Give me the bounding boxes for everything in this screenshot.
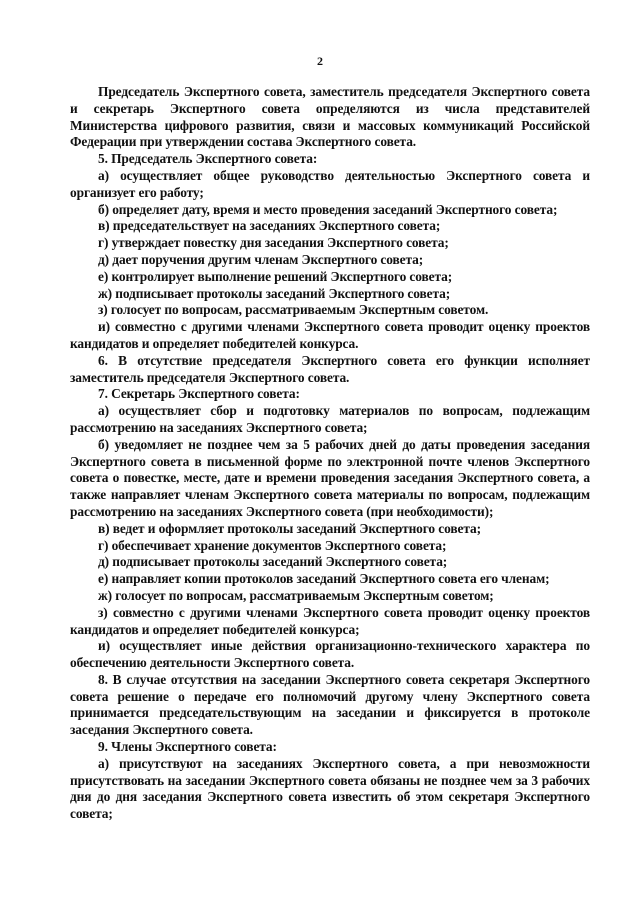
paragraph-7zh: ж) голосует по вопросам, рассматриваемым Экспертным советом; (98, 587, 494, 603)
paragraph-5i: и) совместно с другими членами Экспертного совета проводит оценку проектов кандидатов и определяет победителей конкурса. (70, 319, 590, 351)
paragraph-5b: б) определяет дату, время и место проведения заседаний Экспертного совета; (98, 201, 558, 217)
paragraph-9a: а) присутствуют на заседаниях Экспертного совета, а при невозможности присутствовать на заседании Экспертного совета обязаны не позднее чем за 3 рабочих дня до дня заседания Экспертного совета известить об этом секретаря Экспертного совета; (70, 755, 590, 822)
paragraph-5g: г) утверждает повестку дня заседания Экспертного совета; (98, 235, 449, 251)
paragraph-7-heading: 7. Секретарь Экспертного совета: (98, 386, 300, 402)
paragraph-7e: е) направляет копии протоколов заседаний Экспертного совета его членам; (98, 571, 550, 587)
paragraph-6: 6. В отсутствие председателя Экспертного совета его функции исполняет заместитель председателя Экспертного совета. (70, 352, 590, 385)
paragraph-5-heading: 5. Председатель Экспертного совета: (98, 151, 318, 167)
paragraph-7v: в) ведет и оформляет протоколы заседаний Экспертного совета; (98, 520, 481, 536)
paragraph-8: 8. В случае отсутствия на заседании Экспертного совета секретаря Экспертного совета решение о передаче его полномочий другому члену Экспертного совета принимается председательствующим на заседании и фиксируется в протоколе заседания Экспертного совета. (70, 671, 590, 738)
paragraph-5z: з) голосует по вопросам, рассматриваемым Экспертным советом. (98, 302, 489, 318)
paragraph-7a: а) осуществляет сбор и подготовку материалов по вопросам, подлежащим рассмотрению на заседаниях Экспертного совета; (70, 403, 590, 435)
paragraph-7b: б) уведомляет не позднее чем за 5 рабочих дней до даты проведения заседания Экспертного совета в письменной форме по электронной почте членов Экспертного совета о повестке, месте, дате и времени проведения заседания Экспертного совета, а также направляет членам Экспертного совета материалы по вопросам, подлежащим рассмотрению на заседаниях Экспертного совета (при необходимости); (70, 436, 590, 519)
paragraph-5a: а) осуществляет общее руководство деятельностью Экспертного совета и организует его работу; (70, 167, 590, 200)
paragraph-7i: и) осуществляет иные действия организационно-технического характера по обеспечению деятельности Экспертного совета. (70, 638, 590, 671)
paragraph-members-selection: Председатель Экспертного совета, заместитель председателя Экспертного совета и секретарь Экспертного совета определяются из числа представителей Министерства цифрового развития, связи и массовых коммуникаций Российской Федерации при утверждении состава Экспертного совета. (70, 84, 590, 150)
paragraph-5zh: ж) подписывает протоколы заседаний Экспертного совета; (98, 285, 451, 301)
paragraph-5v: в) председательствует на заседаниях Экспертного совета; (98, 218, 441, 234)
paragraph-7g: г) обеспечивает хранение документов Экспертного совета; (98, 537, 447, 553)
page-number: 2 (317, 54, 323, 68)
paragraph-7d: д) подписывает протоколы заседаний Экспертного совета; (98, 554, 448, 570)
paragraph-5e: е) контролирует выполнение решений Экспертного совета; (98, 268, 453, 284)
paragraph-5d: д) дает поручения другим членам Экспертного совета; (98, 251, 424, 267)
document-body (70, 84, 590, 823)
paragraph-7z: з) совместно с другими членами Экспертного совета проводит оценку проектов кандидатов и определяет победителей конкурса; (70, 604, 590, 637)
paragraph-9-heading: 9. Члены Экспертного совета: (98, 739, 277, 755)
